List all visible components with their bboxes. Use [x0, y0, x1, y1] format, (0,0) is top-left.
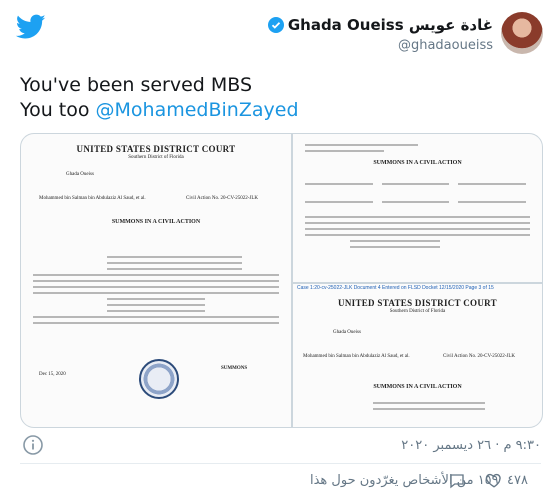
- doc3-plaintiff: Ghada Oueiss: [333, 330, 361, 335]
- doc3-defendant: Mohammed bin Salman bin Abdulaziz Al Saud, et al.: [303, 354, 410, 359]
- doc3-docket-header: Case 1:20-cv-25022-JLK Document 4 Entered on FLSD Docket 12/15/2020 Page 3 of 15: [297, 285, 494, 291]
- doc1-plaintiff: Ghada Oueiss: [66, 172, 94, 177]
- doc3-summons-heading: SUMMONS IN A CIVIL ACTION: [373, 384, 462, 390]
- display-name-row[interactable]: [268, 16, 493, 34]
- display-name: Ghada Oueiss غادة عويس: [287, 16, 493, 34]
- like-count: ٤٧٨: [507, 472, 528, 488]
- verified-badge-icon: [268, 17, 284, 33]
- avatar[interactable]: [501, 12, 543, 54]
- doc3-district: Southern District of Florida: [389, 309, 446, 314]
- divider: [20, 463, 541, 464]
- user-handle[interactable]: @ghadaoueiss: [397, 38, 493, 53]
- doc1-case-number: Civil Action No. 20-CV-25022-JLK: [186, 196, 259, 201]
- media-image-summons-1[interactable]: [21, 134, 291, 427]
- doc3-court-title: UNITED STATES DISTRICT COURT: [338, 298, 497, 308]
- media-image-summons-3[interactable]: [293, 284, 542, 427]
- doc1-date: Dec 15, 2020: [39, 372, 66, 377]
- court-seal-icon: [139, 359, 179, 399]
- tweet-line-1: You've been served MBS: [20, 74, 253, 96]
- tweet-text: [20, 73, 299, 123]
- tweet-timestamp[interactable]: ٩:٣٠ م · ٢٦ ديسمبر ٢٠٢٠: [401, 438, 541, 453]
- info-icon[interactable]: [22, 434, 44, 456]
- doc2-body-text: [305, 176, 530, 252]
- doc3-body-text: [305, 398, 530, 414]
- mention-link[interactable]: @MohamedBinZayed: [95, 99, 299, 121]
- people-talking-link[interactable]: ١٥٩ من الأشخاص يغرّدون حول هذا: [310, 473, 499, 488]
- doc1-summons-heading: SUMMONS IN A CIVIL ACTION: [111, 219, 201, 225]
- doc2-header-lines: [305, 140, 530, 156]
- doc1-body-text: [33, 252, 279, 328]
- media-grid[interactable]: [20, 133, 543, 428]
- twitter-bird-icon[interactable]: [16, 14, 46, 40]
- doc1-court-title: UNITED STATES DISTRICT COURT: [76, 144, 236, 154]
- tweet-line-2: [20, 98, 299, 123]
- doc1-defendant: Mohammed bin Salman bin Abdulaziz Al Saud, et al.: [39, 196, 146, 201]
- doc1-summons-label: SUMMONS: [221, 366, 248, 371]
- doc1-district: Southern District of Florida: [128, 155, 184, 160]
- doc2-summons-heading: SUMMONS IN A CIVIL ACTION: [373, 160, 462, 166]
- engagement-bar: [0, 470, 559, 496]
- doc3-case-number: Civil Action No. 20-CV-25022-JLK: [443, 354, 516, 359]
- media-image-summons-2[interactable]: [293, 134, 542, 282]
- tweet-line-2-prefix: You too: [20, 99, 96, 121]
- conversation-icon: [448, 472, 466, 490]
